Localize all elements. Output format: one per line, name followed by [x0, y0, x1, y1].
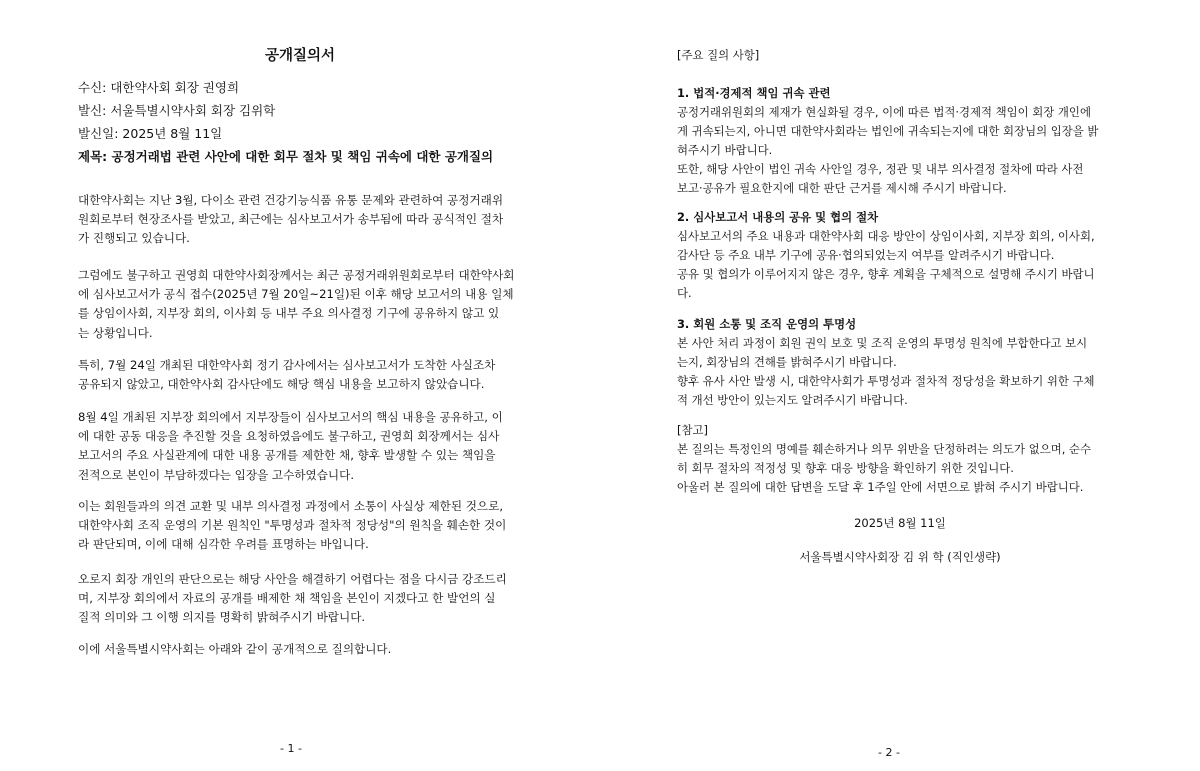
paragraph-line: 를 상임이사회, 지부장 회의, 이사회 등 내부 주요 의사결정 기구에 공유하지 않고 있 [78, 306, 500, 321]
paragraph-6 [78, 570, 516, 628]
paragraph-1 [78, 191, 516, 249]
paragraph-line: 특히, 7월 24일 개최된 대한약사회 정기 감사에서는 심사보고서가 도착한 사실조차 [78, 358, 496, 372]
section-line: 적 개선 방안이 있는지도 알려주시기 바랍니다. [677, 392, 908, 407]
paragraph-line: 에 심사보고서가 공식 접수(2025년 7월 20일~21일)된 이후 해당 보고서의 내용 일체 [78, 287, 514, 302]
section-line: 감사단 등 주요 내부 기구에 공유·협의되었는지 여부를 알려주시기 바랍니다. [677, 247, 1055, 262]
paragraph-7 [78, 640, 516, 659]
recipient-line: 수신: 대한약사회 회장 권영희 [78, 80, 240, 95]
paragraph-line: 질적 의미와 그 이행 의지를 명확히 밝혀주시기 바랍니다. [78, 610, 366, 625]
paragraph-line: 8월 4일 개최된 지부장 회의에서 지부장들이 심사보고서의 핵심 내용을 공유하고, 이 [78, 410, 503, 424]
section-heading: 2. 심사보고서 내용의 공유 및 협의 절차 [677, 210, 879, 224]
section-line: 향후 유사 사안 발생 시, 대한약사회가 투명성과 절차적 정당성을 확보하기 위한 구체 [677, 373, 1095, 388]
signature-line: 서울특별시약사회장 김 위 학 (직인생략) [799, 550, 1001, 564]
paragraph-line: 가 진행되고 있습니다. [78, 231, 190, 246]
paragraph-line: 보고서의 주요 사실관계에 대한 내용 공개를 제한한 채, 향후 발생할 수 있는 책임을 [78, 448, 496, 463]
section-line: 본 사안 처리 과정이 회원 권익 보호 및 조직 운영의 투명성 원칙에 부합한다고 보시 [677, 335, 1088, 350]
paragraph-4 [78, 408, 516, 485]
date-line: 발신일: 2025년 8월 11일 [78, 126, 223, 141]
paragraph-line: 라 판단되며, 이에 대해 심각한 우려를 표명하는 바입니다. [78, 537, 369, 552]
paragraph-line: 대한약사회 조직 운영의 기본 원칙인 "투명성과 절차적 정당성"의 원칙을 훼손한 것이 [78, 518, 507, 533]
section-3 [677, 315, 1113, 410]
section-line: 심사보고서의 주요 내용과 대한약사회 대응 방안이 상임이사회, 지부장 회의, 이사회, [677, 228, 1095, 243]
section-line: 다. [677, 285, 692, 300]
paragraph-line: 전적으로 본인이 부담하겠다는 입장을 고수하였습니다. [78, 467, 355, 482]
paragraph-line: 이에 서울특별시약사회는 아래와 같이 공개적으로 질의합니다. [78, 642, 392, 656]
section-2 [677, 208, 1113, 303]
section-line: 게 귀속되는지, 아니면 대한약사회라는 법인에 귀속되는지에 대한 회장님의 입장을 밝 [677, 123, 1099, 138]
paragraph-line: 는 상황입니다. [78, 325, 153, 340]
note-section [677, 421, 1113, 497]
note-heading: [참고] [677, 423, 708, 437]
paragraph-line: 대한약사회는 지난 3월, 다이소 관련 건강기능식품 유통 문제와 관련하여 공정거래위 [78, 193, 504, 207]
paragraph-line: 공유되지 않았고, 대한약사회 감사단에도 해당 핵심 내용을 보고하지 않았습니다. [78, 377, 485, 392]
section-line: 보고·공유가 필요한지에 대한 판단 근거를 제시해 주시기 바랍니다. [677, 180, 1007, 195]
section-line: 또한, 해당 사안이 법인 귀속 사안일 경우, 정관 및 내부 의사결정 절차에 따라 사전 [677, 161, 1084, 176]
closing-date: 2025년 8월 11일 [854, 516, 946, 530]
questions-heading [677, 46, 1113, 65]
paragraph-5 [78, 497, 516, 555]
paragraph-3 [78, 356, 516, 394]
page-number: - 1 - [280, 742, 302, 755]
paragraph-2 [78, 266, 516, 343]
section-line: 공정거래위원회의 제재가 현실화될 경우, 이에 따른 법적·경제적 책임이 회장 개인에 [677, 104, 1091, 119]
sender-line: 발신: 서울특별시약사회 회장 김위학 [78, 103, 276, 118]
page-number: - 2 - [878, 746, 900, 759]
section-line: 공유 및 협의가 이루어지지 않은 경우, 향후 계획을 구체적으로 설명해 주시기 바랍니 [677, 266, 1095, 281]
section-line: 는지, 회장님의 견해를 밝혀주시기 바랍니다. [677, 354, 897, 369]
paragraph-line: 원회로부터 현장조사를 받았고, 최근에는 심사보고서가 송부됨에 따라 공식적인 절차 [78, 212, 504, 227]
paragraph-line: 그럼에도 불구하고 권영희 대한약사회장께서는 최근 공정거래위원회로부터 대한약사회 [78, 268, 515, 282]
paragraph-line: 오로지 회장 개인의 판단으로는 해당 사안을 해결하기 어렵다는 점을 다시금 강조드리 [78, 572, 507, 586]
section-line: 혀주시기 바랍니다. [677, 142, 773, 157]
note-line: 아울러 본 질의에 대한 답변을 도달 후 1주일 안에 서면으로 밝혀 주시기 바랍니다. [677, 479, 1084, 494]
paragraph-line: 며, 지부장 회의에서 자료의 공개를 배제한 채 책임을 본인이 지겠다고 한 발언의 실 [78, 591, 496, 606]
page-title: 공개질의서 [264, 48, 336, 64]
paragraph-line: 이는 회원들과의 의견 교환 및 내부 의사결정 과정에서 소통이 사실상 제한된 것으로, [78, 499, 504, 513]
section-heading: 3. 회원 소통 및 조직 운영의 투명성 [677, 317, 857, 331]
paragraph-line: 에 대한 공동 대응을 추진할 것을 요청하였음에도 불구하고, 권영희 회장께서는 심사 [78, 429, 500, 444]
note-line: 히 회무 절차의 적정성 및 향후 대응 방향을 확인하기 위한 것입니다. [677, 460, 1014, 475]
questions-heading-text: [주요 질의 사항] [677, 48, 760, 62]
subject-line: 제목: 공정거래법 관련 사안에 대한 회무 절차 및 책임 귀속에 대한 공개질의 [78, 149, 494, 164]
section-1 [677, 84, 1113, 197]
section-heading: 1. 법적·경제적 책임 귀속 관련 [677, 86, 831, 100]
note-line: 본 질의는 특정인의 명예를 훼손하거나 의무 위반을 단정하려는 의도가 없으며, 순수 [677, 441, 1091, 456]
